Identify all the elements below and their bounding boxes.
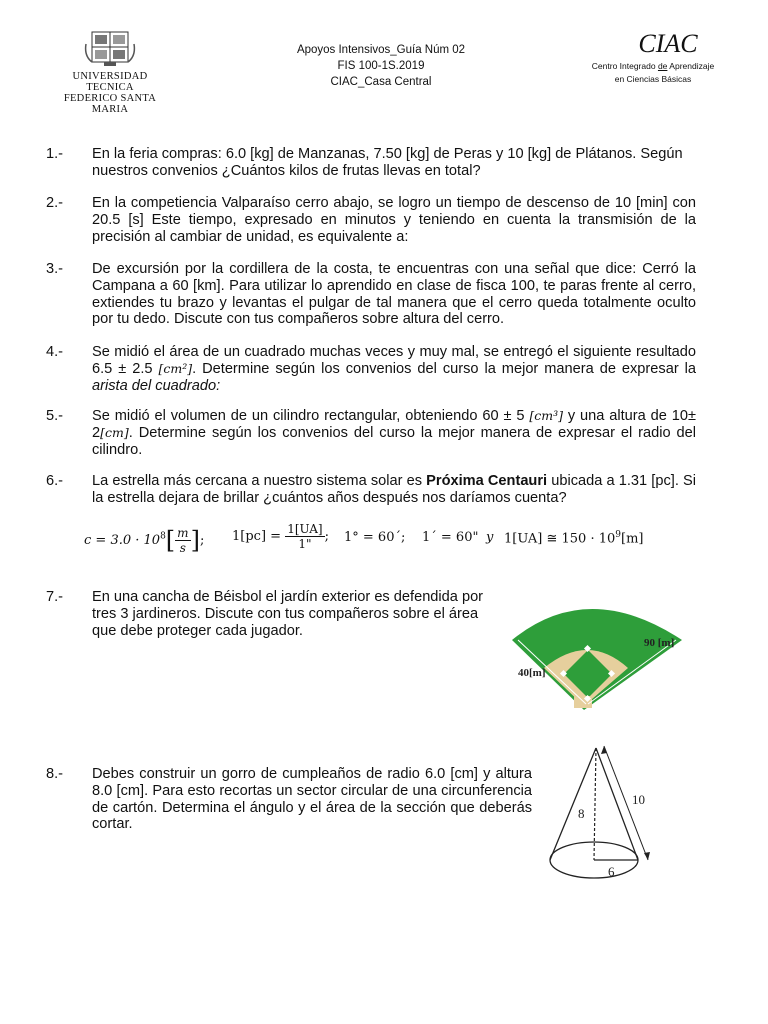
parsec-definition: 1[pc] = $\frac{1[UA]}{1"}$ ; [232, 522, 329, 551]
speed-of-light: $c = 3.0 \cdot 10^8$[ $\frac{m}{s}$ ]; [84, 526, 205, 555]
constants-formula [84, 520, 664, 556]
title-line-1: Apoyos Intensivos_Guía Núm 02 [296, 44, 466, 56]
title-line-3: CIAC_Casa Central [330, 76, 432, 88]
document-title [236, 42, 526, 90]
baseball-field-figure [508, 588, 690, 716]
ciac-tagline: Centro Integrado de Aprendizaje en Ciencias Básicas [591, 61, 715, 84]
au-definition: 1[UA] ≅ $150 \cdot 10^9[m]$ [504, 530, 644, 547]
university-name: UNIVERSIDAD TECNICA FEDERICO SANTA MARIA [63, 71, 157, 115]
field-label-90m: 90 [m] [644, 637, 675, 649]
degree-definition: 1° = 60´; [344, 530, 406, 545]
ciac-logo: CIAC [638, 29, 698, 58]
cone-diagram [546, 742, 654, 894]
ciac-logo-block [578, 30, 728, 86]
baseball-field-diagram [508, 588, 690, 716]
title-line-2: FIS 100-1S.2019 [337, 60, 425, 72]
unit-cm: [cm] [100, 424, 129, 440]
cone-figure [546, 742, 654, 894]
cone-slant-label: 10 [632, 792, 645, 807]
cone-radius-label: 6 [608, 864, 615, 879]
usm-crest-icon [84, 30, 136, 68]
arcminute-definition: 1´ = 60" [422, 530, 479, 545]
unit-cm2: [cm²] [158, 360, 193, 376]
page-header [0, 0, 768, 115]
conjunction-y: y [486, 530, 494, 545]
usm-logo-block [48, 30, 172, 115]
field-label-40m: 40[m] [518, 667, 546, 679]
unit-cm3: [cm³] [529, 408, 563, 423]
cone-height-label: 8 [578, 806, 585, 821]
